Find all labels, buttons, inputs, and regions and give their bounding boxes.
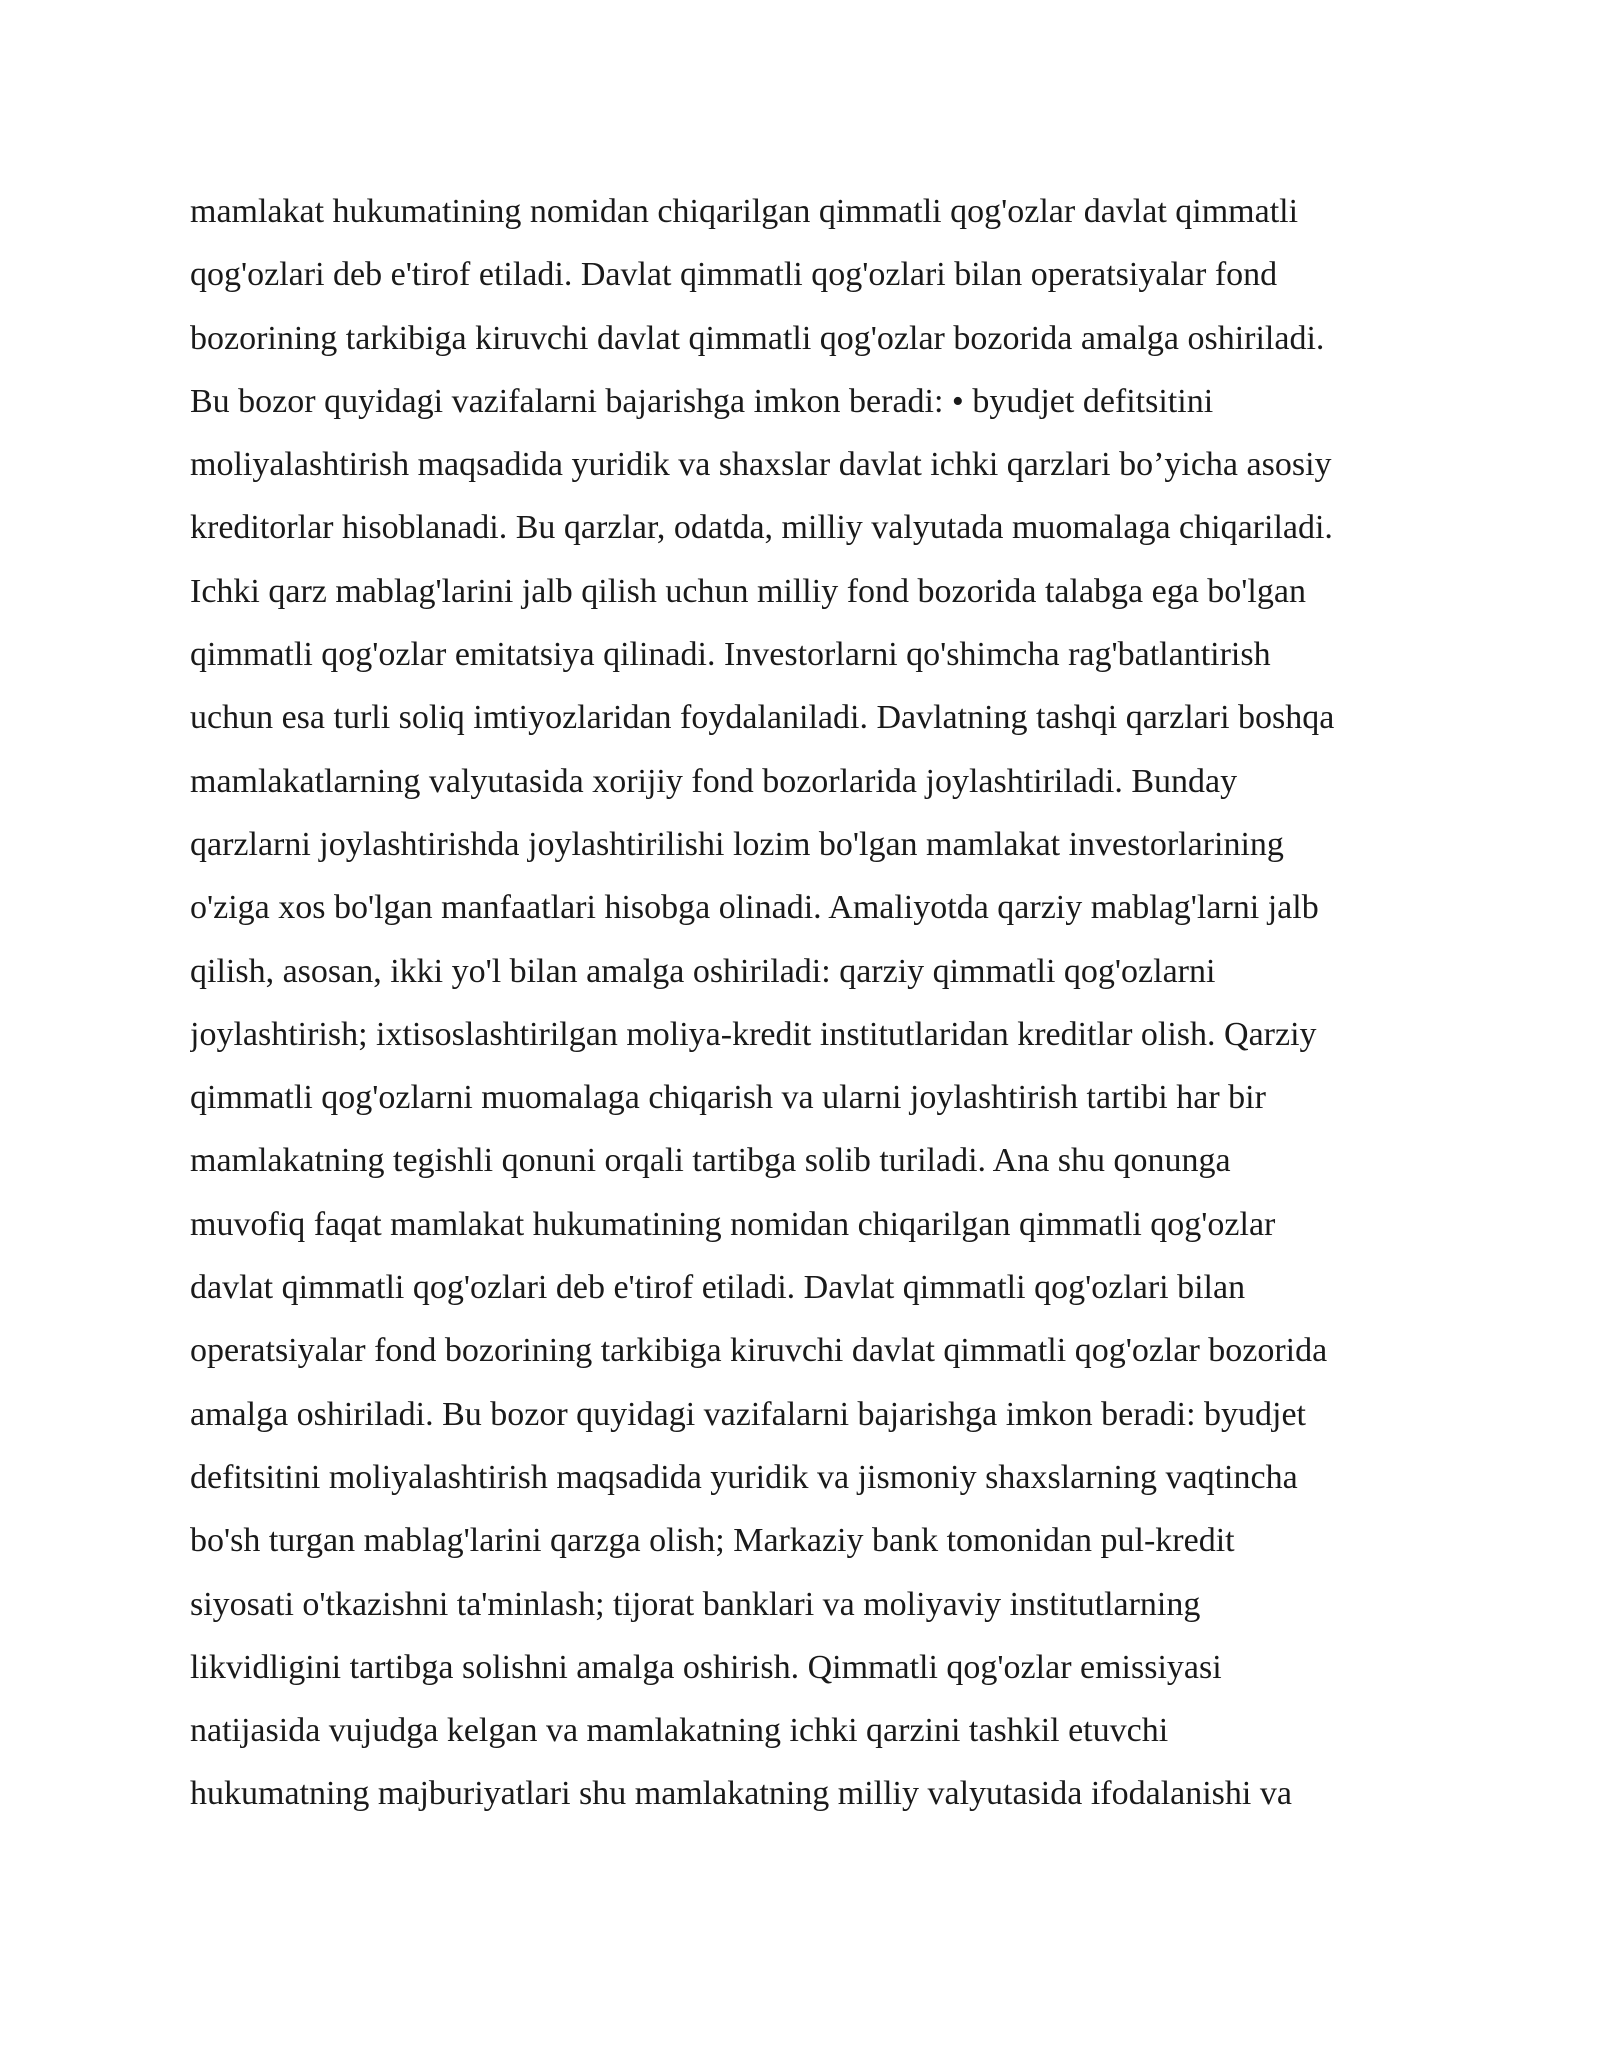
text-line: natijasida vujudga kelgan va mamlakatning ichki qarzini tashkil etuvchi [190,1712,1169,1750]
text-line: qarzlarni joylashtirishda joylashtirilishi lozim bo'lgan mamlakat investorlarining [190,825,1284,863]
text-line: qilish, asosan, ikki yo'l bilan amalga oshiriladi: qarziy qimmatli qog'ozlarni [190,952,1216,990]
text-line: kreditorlar hisoblanadi. Bu qarzlar, odatda, milliy valyutada muomalaga chiqariladi. [190,509,1333,547]
text-line: muvofiq faqat mamlakat hukumatining nomidan chiqarilgan qimmatli qog'ozlar [190,1205,1276,1243]
text-line: bo'sh turgan mablag'larini qarzga olish; Markaziy bank tomonidan pul-kredit [190,1522,1235,1560]
text-line: qimmatli qog'ozlarni muomalaga chiqarish va ularni joylashtirish tartibi har bir [190,1079,1266,1117]
text-line: amalga oshiriladi. Bu bozor quyidagi vazifalarni bajarishga imkon beradi: byudjet [190,1395,1307,1433]
text-line: bozorining tarkibiga kiruvchi davlat qimmatli qog'ozlar bozorida amalga oshiriladi. [190,319,1325,357]
text-line: mamlakatlarning valyutasida xorijiy fond bozorlarida joylashtiriladi. Bunday [190,762,1238,800]
text-line: mamlakat hukumatining nomidan chiqarilgan qimmatli qog'ozlar davlat qimmatli [190,193,1299,230]
text-line: qimmatli qog'ozlar emitatsiya qilinadi. Investorlarni qo'shimcha rag'batlantirish [190,636,1271,674]
text-line: mamlakatning tegishli qonuni orqali tartibga solib turiladi. Ana shu qonunga [190,1142,1231,1180]
text-line: operatsiyalar fond bozorining tarkibiga kiruvchi davlat qimmatli qog'ozlar bozorida [190,1332,1328,1370]
text-line: joylashtirish; ixtisoslashtirilgan moliya-kredit institutlaridan kreditlar olish. Qarziy [190,1015,1317,1053]
text-line: qog'ozlari deb e'tirof etiladi. Davlat qimmatli qog'ozlari bilan operatsiyalar fond [190,256,1278,294]
text-line: hukumatning majburiyatlari shu mamlakatning milliy valyutasida ifodalanishi va [190,1775,1292,1813]
text-line: moliyalashtirish maqsadida yuridik va shaxslar davlat ichki qarzlari bo’yicha asosiy [190,446,1332,484]
text-line: Bu bozor quyidagi vazifalarni bajarishga imkon beradi: • byudjet defitsitini [190,382,1214,420]
text-line: siyosati o'tkazishni ta'minlash; tijorat banklari va moliyaviy institutlarning [190,1585,1201,1623]
text-line: uchun esa turli soliq imtiyozlaridan foydalaniladi. Davlatning tashqi qarzlari boshqa [190,699,1335,737]
text-line: Ichki qarz mablag'larini jalb qilish uchun milliy fond bozorida talabga ega bo'lgan [190,572,1306,610]
text-line: davlat qimmatli qog'ozlari deb e'tirof etiladi. Davlat qimmatli qog'ozlari bilan [190,1269,1246,1307]
text-line: likvidligini tartibga solishni amalga oshirish. Qimmatli qog'ozlar emissiyasi [190,1648,1222,1686]
body-paragraph [190,180,1416,1826]
text-line: o'ziga xos bo'lgan manfaatlari hisobga olinadi. Amaliyotda qarziy mablag'larni jalb [190,889,1319,927]
text-line: defitsitini moliyalashtirish maqsadida yuridik va jismoniy shaxslarning vaqtincha [190,1458,1298,1496]
